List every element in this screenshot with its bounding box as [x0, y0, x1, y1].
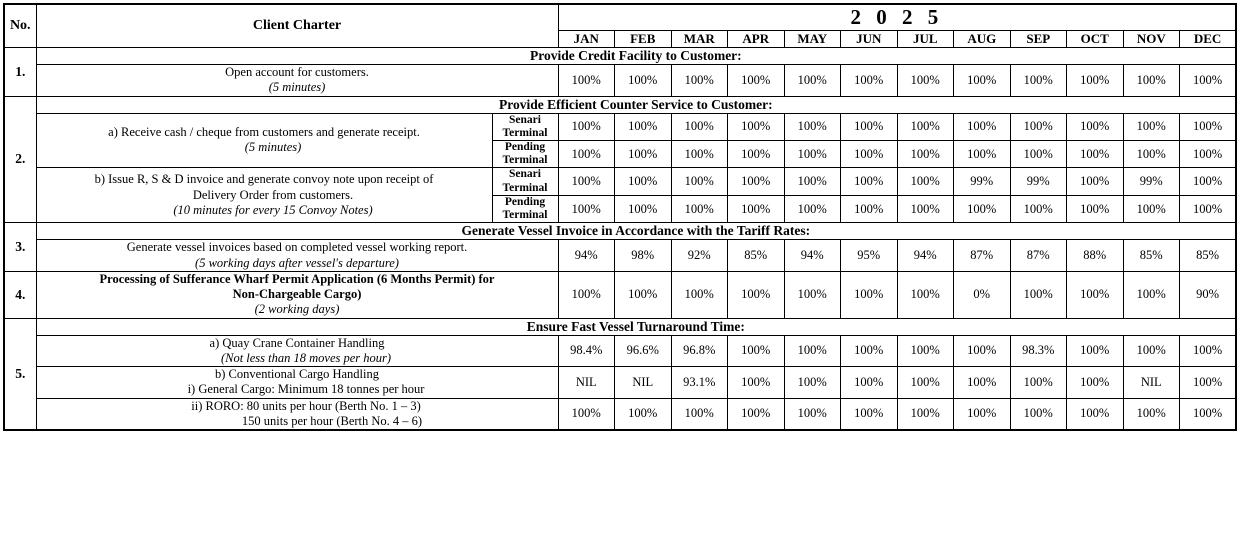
value-nov: 85% [1123, 240, 1180, 272]
value-feb: NIL [615, 367, 672, 399]
value-jan: 100% [558, 398, 615, 430]
value-may: 100% [784, 367, 841, 399]
section-number: 2. [4, 96, 36, 223]
value-mar: 100% [671, 398, 728, 430]
value-sep: 87% [1010, 240, 1067, 272]
value-nov: 100% [1123, 140, 1180, 167]
header-month-apr: APR [728, 31, 785, 48]
data-row [4, 240, 1236, 272]
header-month-aug: AUG [954, 31, 1011, 48]
value-jul: 100% [897, 367, 954, 399]
data-row [4, 65, 1236, 97]
value-nov: 100% [1123, 195, 1180, 222]
value-sep: 100% [1010, 113, 1067, 140]
data-row [4, 113, 1236, 140]
value-mar: 100% [671, 65, 728, 97]
value-feb: 100% [615, 168, 672, 195]
value-sep: 100% [1010, 140, 1067, 167]
value-jun: 100% [841, 367, 898, 399]
value-dec: 100% [1180, 65, 1237, 97]
value-dec: 100% [1180, 367, 1237, 399]
value-jun: 100% [841, 140, 898, 167]
value-may: 100% [784, 335, 841, 367]
value-mar: 100% [671, 168, 728, 195]
value-nov: 100% [1123, 65, 1180, 97]
value-jan: 100% [558, 195, 615, 222]
value-mar: 93.1% [671, 367, 728, 399]
section-title: Provide Efficient Counter Service to Customer: [36, 96, 1236, 113]
value-nov: NIL [1123, 367, 1180, 399]
section-title: Ensure Fast Vessel Turnaround Time: [36, 318, 1236, 335]
value-jan: 100% [558, 113, 615, 140]
value-nov: 99% [1123, 168, 1180, 195]
value-jun: 100% [841, 271, 898, 318]
value-feb: 100% [615, 271, 672, 318]
value-dec: 90% [1180, 271, 1237, 318]
value-apr: 100% [728, 367, 785, 399]
value-jan: 100% [558, 65, 615, 97]
value-nov: 100% [1123, 113, 1180, 140]
value-aug: 100% [954, 335, 1011, 367]
client-charter-table [3, 3, 1237, 431]
value-may: 100% [784, 398, 841, 430]
section-title-row [4, 48, 1236, 65]
header-client-charter: Client Charter [36, 4, 558, 48]
value-jan: 100% [558, 140, 615, 167]
value-sep: 100% [1010, 398, 1067, 430]
section-title-row [4, 223, 1236, 240]
section-number: 3. [4, 223, 36, 272]
header-month-dec: DEC [1180, 31, 1237, 48]
value-nov: 100% [1123, 398, 1180, 430]
value-oct: 100% [1067, 271, 1124, 318]
value-aug: 100% [954, 367, 1011, 399]
value-oct: 100% [1067, 398, 1124, 430]
value-mar: 96.8% [671, 335, 728, 367]
value-jul: 100% [897, 335, 954, 367]
value-mar: 92% [671, 240, 728, 272]
table-header-row [4, 4, 1236, 31]
data-row [4, 398, 1236, 430]
value-oct: 100% [1067, 367, 1124, 399]
value-feb: 100% [615, 65, 672, 97]
value-aug: 100% [954, 65, 1011, 97]
charter-description: a) Quay Crane Container Handling (Not less than 18 moves per hour) [36, 335, 558, 367]
value-feb: 100% [615, 113, 672, 140]
value-feb: 96.6% [615, 335, 672, 367]
value-may: 100% [784, 168, 841, 195]
value-may: 100% [784, 113, 841, 140]
value-aug: 100% [954, 113, 1011, 140]
terminal-label: Senari Terminal [492, 113, 558, 140]
value-dec: 100% [1180, 168, 1237, 195]
value-jun: 100% [841, 195, 898, 222]
value-nov: 100% [1123, 271, 1180, 318]
value-dec: 100% [1180, 335, 1237, 367]
value-dec: 85% [1180, 240, 1237, 272]
section-title: Generate Vessel Invoice in Accordance with the Tariff Rates: [36, 223, 1236, 240]
value-nov: 100% [1123, 335, 1180, 367]
value-apr: 100% [728, 195, 785, 222]
value-dec: 100% [1180, 398, 1237, 430]
charter-description: Open account for customers. (5 minutes) [36, 65, 558, 97]
value-apr: 100% [728, 271, 785, 318]
value-may: 100% [784, 65, 841, 97]
charter-description: Processing of Sufferance Wharf Permit Application (6 Months Permit) for Non-Chargeable Cargo) (2 working days) [36, 271, 558, 318]
value-aug: 0% [954, 271, 1011, 318]
terminal-label: Pending Terminal [492, 195, 558, 222]
value-dec: 100% [1180, 195, 1237, 222]
value-jul: 100% [897, 140, 954, 167]
value-jul: 100% [897, 195, 954, 222]
value-aug: 100% [954, 398, 1011, 430]
value-mar: 100% [671, 271, 728, 318]
value-sep: 100% [1010, 271, 1067, 318]
value-apr: 100% [728, 335, 785, 367]
section-number: 1. [4, 48, 36, 97]
value-jan: 98.4% [558, 335, 615, 367]
value-oct: 100% [1067, 113, 1124, 140]
value-aug: 99% [954, 168, 1011, 195]
value-jan: NIL [558, 367, 615, 399]
value-jun: 100% [841, 113, 898, 140]
header-no: No. [4, 4, 36, 48]
section-title: Provide Credit Facility to Customer: [36, 48, 1236, 65]
header-month-jan: JAN [558, 31, 615, 48]
value-oct: 100% [1067, 168, 1124, 195]
header-month-mar: MAR [671, 31, 728, 48]
value-jul: 100% [897, 65, 954, 97]
value-apr: 85% [728, 240, 785, 272]
terminal-label: Pending Terminal [492, 140, 558, 167]
data-row [4, 335, 1236, 367]
value-apr: 100% [728, 398, 785, 430]
value-mar: 100% [671, 195, 728, 222]
value-jan: 100% [558, 271, 615, 318]
value-feb: 100% [615, 398, 672, 430]
header-month-nov: NOV [1123, 31, 1180, 48]
header-month-oct: OCT [1067, 31, 1124, 48]
value-mar: 100% [671, 140, 728, 167]
header-month-jul: JUL [897, 31, 954, 48]
value-jun: 100% [841, 168, 898, 195]
value-sep: 100% [1010, 195, 1067, 222]
header-month-sep: SEP [1010, 31, 1067, 48]
section-title-row [4, 318, 1236, 335]
value-jul: 94% [897, 240, 954, 272]
value-jun: 100% [841, 398, 898, 430]
section-number: 4. [4, 271, 36, 318]
value-may: 100% [784, 271, 841, 318]
value-sep: 99% [1010, 168, 1067, 195]
value-oct: 100% [1067, 140, 1124, 167]
data-row [4, 367, 1236, 399]
charter-description: ii) RORO: 80 units per hour (Berth No. 1 – 3) 150 units per hour (Berth No. 4 – 6) [36, 398, 558, 430]
section-title-row [4, 96, 1236, 113]
value-jan: 100% [558, 168, 615, 195]
data-row [4, 271, 1236, 318]
value-aug: 100% [954, 195, 1011, 222]
value-mar: 100% [671, 113, 728, 140]
value-jul: 100% [897, 113, 954, 140]
value-apr: 100% [728, 113, 785, 140]
value-jun: 100% [841, 65, 898, 97]
data-row [4, 168, 1236, 195]
section-number: 5. [4, 318, 36, 430]
value-apr: 100% [728, 140, 785, 167]
value-sep: 98.3% [1010, 335, 1067, 367]
value-aug: 100% [954, 140, 1011, 167]
value-jul: 100% [897, 398, 954, 430]
value-oct: 100% [1067, 335, 1124, 367]
value-jun: 100% [841, 335, 898, 367]
value-aug: 87% [954, 240, 1011, 272]
value-apr: 100% [728, 65, 785, 97]
value-oct: 100% [1067, 65, 1124, 97]
charter-description: b) Issue R, S & D invoice and generate convoy note upon receipt of Delivery Order from customers. (10 minutes for every 15 Convoy Notes) [36, 168, 492, 223]
header-month-feb: FEB [615, 31, 672, 48]
value-dec: 100% [1180, 113, 1237, 140]
value-feb: 100% [615, 195, 672, 222]
value-feb: 98% [615, 240, 672, 272]
charter-description: Generate vessel invoices based on completed vessel working report. (5 working days after vessel's departure) [36, 240, 558, 272]
value-apr: 100% [728, 168, 785, 195]
header-year: 2 0 2 5 [558, 4, 1236, 31]
value-jul: 100% [897, 168, 954, 195]
value-feb: 100% [615, 140, 672, 167]
value-may: 94% [784, 240, 841, 272]
value-dec: 100% [1180, 140, 1237, 167]
value-oct: 100% [1067, 195, 1124, 222]
value-may: 100% [784, 195, 841, 222]
value-sep: 100% [1010, 65, 1067, 97]
value-may: 100% [784, 140, 841, 167]
header-month-may: MAY [784, 31, 841, 48]
value-sep: 100% [1010, 367, 1067, 399]
charter-description: a) Receive cash / cheque from customers and generate receipt. (5 minutes) [36, 113, 492, 168]
value-jan: 94% [558, 240, 615, 272]
header-month-jun: JUN [841, 31, 898, 48]
value-oct: 88% [1067, 240, 1124, 272]
value-jul: 100% [897, 271, 954, 318]
charter-description: b) Conventional Cargo Handling i) General Cargo: Minimum 18 tonnes per hour [36, 367, 558, 399]
terminal-label: Senari Terminal [492, 168, 558, 195]
value-jun: 95% [841, 240, 898, 272]
